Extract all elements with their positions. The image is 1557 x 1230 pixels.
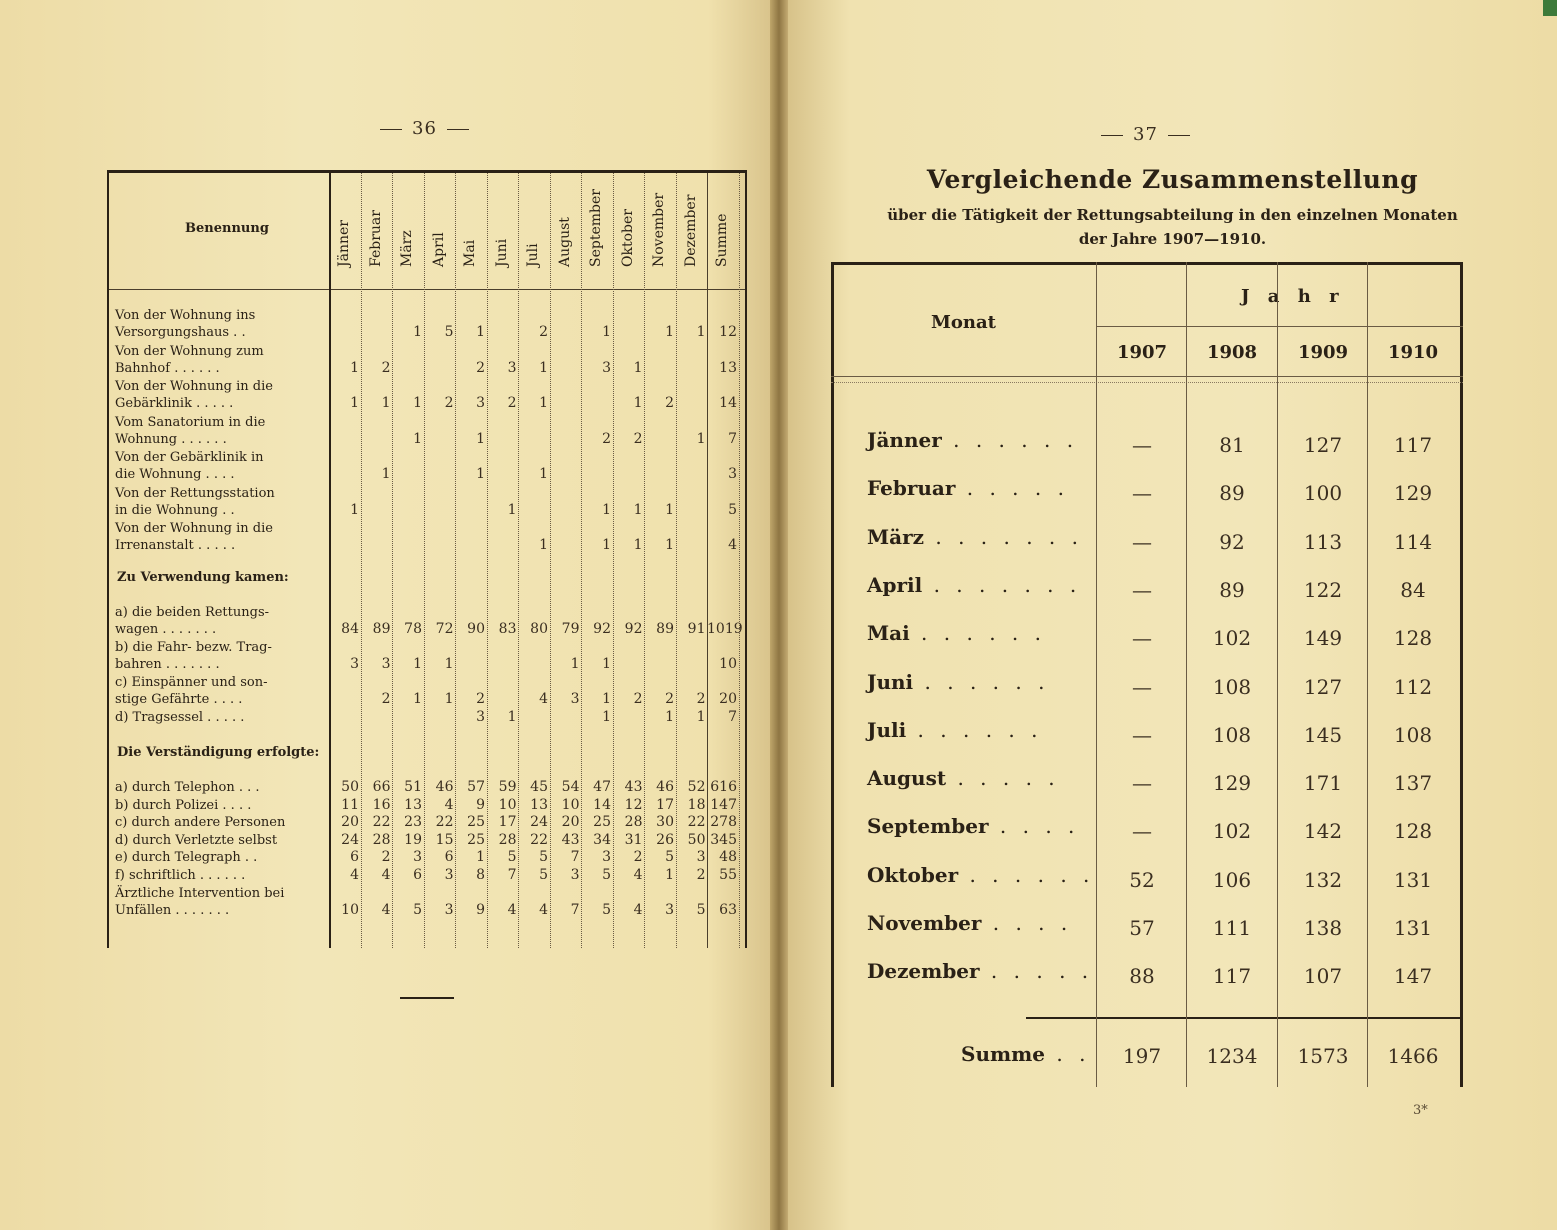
table-cell: 127 [1303, 674, 1343, 699]
table-cell: 79 [561, 621, 580, 637]
table-cell: 1 [476, 324, 485, 340]
table-cell: 5 [665, 849, 674, 865]
column-header-november: November [651, 192, 667, 267]
table-cell: 89 [1219, 577, 1245, 602]
table-cell: 16 [372, 796, 391, 813]
month-label: Jänner . . . . . . [867, 428, 1079, 452]
table-cell: 13 [719, 359, 737, 376]
table-cell: 1 [413, 395, 422, 411]
table-cell: 11 [341, 796, 359, 813]
table-cell: 3 [476, 395, 485, 411]
table-cell: 81 [1219, 433, 1245, 457]
table-cell: 20 [561, 814, 580, 830]
table-cell: 1 [507, 709, 517, 725]
row-label: b) durch Polizei . . . . [115, 797, 252, 813]
table-cell: 4 [539, 902, 548, 918]
table-cell: — [1132, 819, 1152, 844]
table-cell: 127 [1303, 433, 1343, 457]
table-cell: 20 [341, 814, 359, 830]
table-cell: 4 [350, 866, 359, 883]
table-cell: 2 [507, 395, 517, 411]
table-cell: 1 [633, 359, 643, 376]
table-cell: 52 [1129, 867, 1155, 892]
table-cell: 1 [665, 866, 674, 883]
book-gutter [770, 0, 788, 1230]
column-header-dezember: Dezember [682, 194, 699, 267]
table-cell: 7 [728, 709, 737, 725]
left-page [0, 0, 770, 1230]
table-cell: 2 [696, 866, 706, 883]
table-cell: 72 [435, 621, 454, 637]
table-cell: 47 [593, 779, 611, 795]
table-cell: 22 [687, 814, 706, 830]
table-cell: 30 [656, 814, 674, 830]
table-cell: 1 [476, 466, 485, 482]
table-cell: 13 [530, 796, 548, 813]
table-cell: 55 [719, 866, 737, 883]
column-header-september: September [588, 189, 604, 267]
column-header-jänner: Jänner [336, 220, 352, 267]
table-cell: 17 [656, 796, 674, 813]
table-cell: 17 [498, 814, 517, 830]
table-cell: 117 [1212, 964, 1252, 989]
table-cell: 107 [1303, 964, 1343, 989]
month-label: August . . . . . [867, 766, 1060, 791]
table-cell: 117 [1393, 433, 1433, 457]
table-cell: 92 [624, 621, 643, 637]
table-cell: 25 [467, 814, 485, 830]
table-cell: 89 [1219, 481, 1245, 506]
table-cell: 7 [570, 902, 580, 918]
column-header-juni: Juni [493, 238, 510, 267]
table-cell: 112 [1393, 674, 1433, 699]
row-label: Von der Wohnung in die Irrenanstalt . . . . . [115, 521, 273, 553]
table-cell: 1 [665, 501, 674, 518]
table-cell: 50 [341, 779, 359, 795]
table-cell: 1 [539, 466, 548, 482]
month-label: Februar . . . . . [867, 476, 1069, 501]
table-cell: 28 [372, 831, 391, 848]
table-cell: — [1132, 433, 1152, 457]
sum-label: Summe . . [961, 1042, 1091, 1066]
page-title: Vergleichende Zusammenstellung [926, 165, 1419, 194]
table-cell: 131 [1393, 867, 1433, 892]
table-cell: 111 [1212, 916, 1252, 940]
table-cell: 2 [602, 430, 611, 447]
table-cell: 1 [381, 395, 391, 411]
table-cell: 3 [665, 902, 674, 918]
table-cell: 1 [413, 691, 422, 707]
table-cell: 1 [602, 656, 611, 672]
table-cell: — [1132, 771, 1152, 796]
table-cell: 24 [341, 831, 359, 848]
table-cell: — [1132, 529, 1152, 554]
page-number-right: 37 [1091, 124, 1200, 145]
table-cell: 102 [1212, 819, 1252, 844]
table-cell: 5 [602, 866, 611, 883]
table-cell: 46 [435, 779, 454, 795]
table-cell: 43 [561, 831, 580, 848]
table-cell: 171 [1303, 771, 1343, 796]
table-cell: 1 [476, 849, 485, 865]
table-cell: 15 [435, 831, 454, 848]
table-cell: 1 [696, 709, 706, 725]
table-cell: 57 [467, 779, 485, 795]
table-cell: 2 [633, 691, 643, 707]
table-cell: 10 [719, 656, 737, 672]
table-cell: 1 [602, 501, 611, 518]
row-label: d) durch Verletzte selbst [115, 832, 278, 848]
table-cell: 122 [1303, 577, 1343, 602]
table-cell: 1 [350, 501, 359, 518]
table-cell: 1019 [707, 621, 743, 637]
table-cell: 616 [710, 779, 737, 795]
table-cell: 90 [467, 621, 485, 637]
table-cell: 137 [1393, 771, 1433, 796]
column-header-februar: Februar [367, 210, 384, 267]
month-label: Mai . . . . . . [867, 621, 1046, 646]
row-label: b) die Fahr- bezw. Trag- bahren . . . . . . . [115, 640, 272, 672]
column-header-august: August [556, 217, 573, 267]
table-cell: 114 [1393, 529, 1433, 554]
sum-cell: 1573 [1297, 1044, 1349, 1068]
table-cell: — [1132, 481, 1152, 506]
month-label: April . . . . . . . [867, 572, 1082, 597]
table-cell: 1 [633, 395, 643, 411]
row-label: e) durch Telegraph . . [115, 850, 258, 865]
column-header-april: April [430, 232, 447, 267]
table-cell: 131 [1393, 916, 1433, 940]
table-cell: 3 [728, 466, 737, 482]
table-cell: 14 [593, 796, 611, 813]
column-header-summe: Summe [714, 213, 730, 267]
table-cell: 28 [624, 814, 643, 830]
table-cell: 2 [696, 691, 706, 707]
comparison-table [831, 262, 1463, 1087]
table-cell: 5 [539, 849, 548, 865]
row-label: Von der Rettungsstation in die Wohnung . . [115, 485, 275, 518]
table-cell: 89 [656, 621, 674, 637]
table-cell: 14 [719, 395, 737, 411]
table-cell: 52 [687, 779, 706, 795]
table-cell: 1 [444, 691, 454, 707]
table-cell: 10 [561, 796, 580, 813]
table-cell: 106 [1212, 867, 1252, 892]
table-cell: 2 [444, 395, 454, 411]
table-cell: 1 [696, 430, 706, 447]
table-cell: 84 [1400, 577, 1426, 602]
table-cell: 2 [476, 691, 485, 707]
table-cell: 88 [1129, 964, 1155, 989]
table-cell: 1 [350, 359, 359, 376]
table-cell: 132 [1303, 867, 1343, 892]
table-cell: 1 [413, 656, 422, 672]
table-cell: 2 [381, 849, 391, 865]
table-cell: 2 [476, 359, 485, 376]
table-cell: 149 [1303, 626, 1343, 651]
sum-cell: 197 [1122, 1044, 1162, 1068]
table-cell: 24 [530, 814, 548, 830]
row-label: Von der Wohnung in die Gebärklinik . . . . . [115, 379, 273, 411]
table-cell: 22 [530, 831, 548, 848]
table-cell: 66 [372, 779, 391, 795]
table-cell: 4 [444, 796, 454, 813]
monthly-transport-table [107, 170, 747, 948]
table-cell: — [1132, 674, 1152, 699]
table-cell: 6 [350, 849, 359, 865]
table-cell: 1 [696, 324, 706, 340]
table-cell: 83 [498, 621, 517, 637]
row-label: a) die beiden Rettungs- wagen . . . . . . . [115, 605, 270, 637]
table-cell: 138 [1303, 916, 1343, 940]
table-cell: 18 [687, 796, 706, 813]
table-cell: 3 [413, 849, 422, 865]
table-cell: 113 [1303, 529, 1343, 554]
table-cell: 23 [404, 814, 422, 830]
table-cell: 3 [444, 902, 454, 918]
table-cell: 1 [381, 466, 391, 482]
table-cell: 48 [719, 849, 737, 865]
table-cell: 25 [467, 831, 485, 848]
table-cell: 278 [710, 814, 737, 830]
table-cell: 1 [633, 501, 643, 518]
month-label: November . . . . [867, 911, 1073, 935]
table-cell: 63 [719, 902, 737, 918]
table-cell: 92 [593, 621, 611, 637]
table-cell: 7 [570, 849, 580, 865]
table-cell: 3 [476, 709, 485, 725]
table-cell: 34 [593, 831, 611, 848]
table-cell: 9 [476, 796, 485, 813]
table-cell: 43 [624, 779, 643, 795]
table-cell: 91 [687, 621, 706, 637]
table-cell: 4 [381, 866, 391, 883]
month-label: März . . . . . . . [867, 524, 1084, 549]
table-cell: 1 [602, 537, 611, 553]
table-cell: 1 [539, 395, 548, 411]
table-cell: 145 [1303, 722, 1343, 747]
table-cell: 78 [404, 621, 422, 637]
sum-cell: 1234 [1206, 1044, 1258, 1068]
table-cell: 4 [633, 866, 643, 883]
table-cell: 1 [350, 395, 359, 411]
table-cell: 142 [1303, 819, 1343, 844]
table-cell: 1 [602, 324, 611, 340]
table-cell: 1 [444, 656, 454, 672]
table-cell: 9 [476, 902, 485, 918]
table-cell: 46 [656, 779, 674, 795]
table-cell: 10 [341, 902, 359, 918]
table-cell: 3 [696, 849, 706, 865]
table-cell: 10 [498, 796, 517, 813]
row-label: Von der Wohnung zum Bahnhof . . . . . . [115, 343, 264, 376]
table-cell: 108 [1393, 722, 1433, 747]
table-cell: 5 [728, 501, 737, 518]
table-cell: 147 [710, 796, 737, 813]
row-label: f) schriftlich . . . . . . [115, 867, 246, 883]
table-cell: 1 [602, 709, 611, 725]
row-label: Ärztliche Intervention bei Unfällen . . . . . . . [115, 886, 285, 918]
table-cell: 2 [539, 324, 548, 340]
table-cell: 6 [444, 849, 454, 865]
corner-mark [1543, 0, 1557, 16]
table-cell: 4 [728, 537, 737, 553]
table-cell: 102 [1212, 626, 1252, 651]
column-header-mai: Mai [462, 239, 478, 267]
table-cell: 1 [665, 537, 674, 553]
table-cell: 26 [656, 831, 674, 848]
table-cell: 3 [444, 866, 454, 883]
table-cell: 57 [1129, 916, 1155, 940]
table-cell: 4 [507, 902, 517, 918]
row-label: Von der Gebärklinik in die Wohnung . . . . [115, 450, 264, 482]
table-cell: 1 [665, 324, 674, 340]
table-cell: 13 [404, 796, 422, 813]
table-cell: 3 [602, 359, 611, 376]
year-header-1909: 1909 [1297, 342, 1349, 363]
table-cell: 3 [570, 866, 580, 883]
table-cell: 1 [539, 359, 548, 376]
table-cell: 1 [507, 501, 517, 518]
table-cell: 50 [687, 831, 706, 848]
table-cell: 100 [1303, 481, 1343, 506]
table-cell: 5 [602, 902, 611, 918]
table-cell: 3 [507, 359, 517, 376]
table-cell: 4 [539, 691, 548, 707]
table-cell: 147 [1393, 964, 1433, 989]
column-header-benennung: Benennung [185, 221, 269, 236]
table-cell: 4 [633, 902, 643, 918]
table-cell: — [1132, 577, 1152, 602]
table-cell: 1 [570, 656, 580, 672]
table-cell: 1 [413, 430, 422, 447]
table-cell: 1 [602, 691, 611, 707]
table-cell: 2 [381, 359, 391, 376]
signature-mark: 3* [1413, 1103, 1428, 1118]
month-label: Juli . . . . . . [867, 717, 1043, 742]
table-cell: 2 [633, 849, 643, 865]
table-cell: 3 [570, 691, 580, 707]
table-cell: 92 [1219, 529, 1245, 554]
table-cell: 31 [624, 831, 643, 848]
table-cell: 2 [665, 691, 674, 707]
table-cell: 7 [728, 430, 737, 447]
table-cell: — [1132, 626, 1152, 651]
table-cell: 3 [381, 656, 391, 672]
month-label: September . . . . [867, 814, 1080, 839]
column-header-juli: Juli [525, 243, 541, 267]
table-cell: 19 [404, 831, 422, 848]
table-cell: 128 [1393, 626, 1433, 651]
column-header-monat: Monat [931, 312, 996, 333]
table-cell: 12 [719, 324, 737, 340]
table-cell: 25 [593, 814, 611, 830]
table-cell: 5 [444, 324, 454, 340]
table-cell: 5 [413, 902, 422, 918]
table-cell: 129 [1393, 481, 1433, 506]
month-label: Dezember . . . . . [867, 959, 1094, 984]
month-label: Oktober . . . . . . [867, 862, 1095, 887]
table-cell: 1 [633, 537, 643, 553]
column-header-oktober: Oktober [619, 209, 636, 267]
table-cell: 4 [381, 902, 391, 918]
table-cell: 20 [719, 691, 737, 707]
sum-cell: 1466 [1387, 1044, 1439, 1068]
table-cell: 108 [1212, 674, 1252, 699]
month-label: Juni . . . . . . [867, 669, 1050, 694]
table-cell: 3 [602, 849, 611, 865]
table-cell: 89 [372, 621, 391, 637]
table-cell: 51 [404, 779, 422, 795]
table-cell: 54 [561, 779, 580, 795]
table-cell: 129 [1212, 771, 1252, 796]
table-cell: 1 [665, 709, 674, 725]
table-cell: — [1132, 722, 1152, 747]
year-header-1908: 1908 [1206, 342, 1258, 363]
table-cell: 2 [665, 395, 674, 411]
table-cell: 59 [498, 779, 517, 795]
table-cell: 84 [341, 621, 359, 637]
year-header-1907: 1907 [1116, 342, 1168, 363]
section-title-verwendung: Zu Verwendung kamen: [117, 570, 289, 585]
table-cell: 2 [381, 691, 391, 707]
table-cell: 45 [530, 779, 548, 795]
table-cell: 5 [539, 866, 548, 883]
table-cell: 108 [1212, 722, 1252, 747]
column-header-märz: März [399, 230, 415, 267]
table-cell: 1 [413, 324, 422, 340]
subtitle-line-2: der Jahre 1907—1910. [1078, 230, 1267, 248]
divider [400, 997, 454, 999]
table-cell: 80 [530, 621, 548, 637]
table-cell: 7 [507, 866, 517, 883]
table-cell: 8 [476, 866, 485, 883]
table-cell: 6 [413, 866, 422, 883]
row-label: c) Einspänner und son- stige Gefährte . . . . [115, 675, 268, 707]
table-cell: 12 [624, 796, 643, 813]
table-cell: 5 [507, 849, 517, 865]
table-cell: 22 [435, 814, 454, 830]
table-cell: 345 [710, 831, 737, 848]
row-label: a) durch Telephon . . . [115, 780, 260, 795]
right-page [788, 0, 1557, 1230]
row-label: d) Tragsessel . . . . . [115, 710, 245, 725]
table-cell: 22 [372, 814, 391, 830]
row-label: Von der Wohnung ins Versorgungshaus . . [115, 308, 256, 340]
table-cell: 2 [633, 430, 643, 447]
row-label: Vom Sanatorium in die Wohnung . . . . . . [115, 414, 266, 447]
year-header-1910: 1910 [1387, 342, 1439, 363]
table-cell: 1 [476, 430, 485, 447]
row-label: c) durch andere Personen [115, 815, 286, 830]
table-cell: 128 [1393, 819, 1433, 844]
table-cell: 28 [498, 831, 517, 848]
table-cell: 1 [539, 537, 548, 553]
page-number-left: 36 [370, 118, 479, 139]
column-header-jahr: J a h r [1241, 286, 1345, 307]
subtitle-line-1: über die Tätigkeit der Rettungsabteilung in den einzelnen Monaten [887, 206, 1458, 224]
table-cell: 5 [696, 902, 706, 918]
table-cell: 3 [350, 656, 359, 672]
section-title-verstaendigung: Die Verständigung erfolgte: [117, 745, 320, 760]
